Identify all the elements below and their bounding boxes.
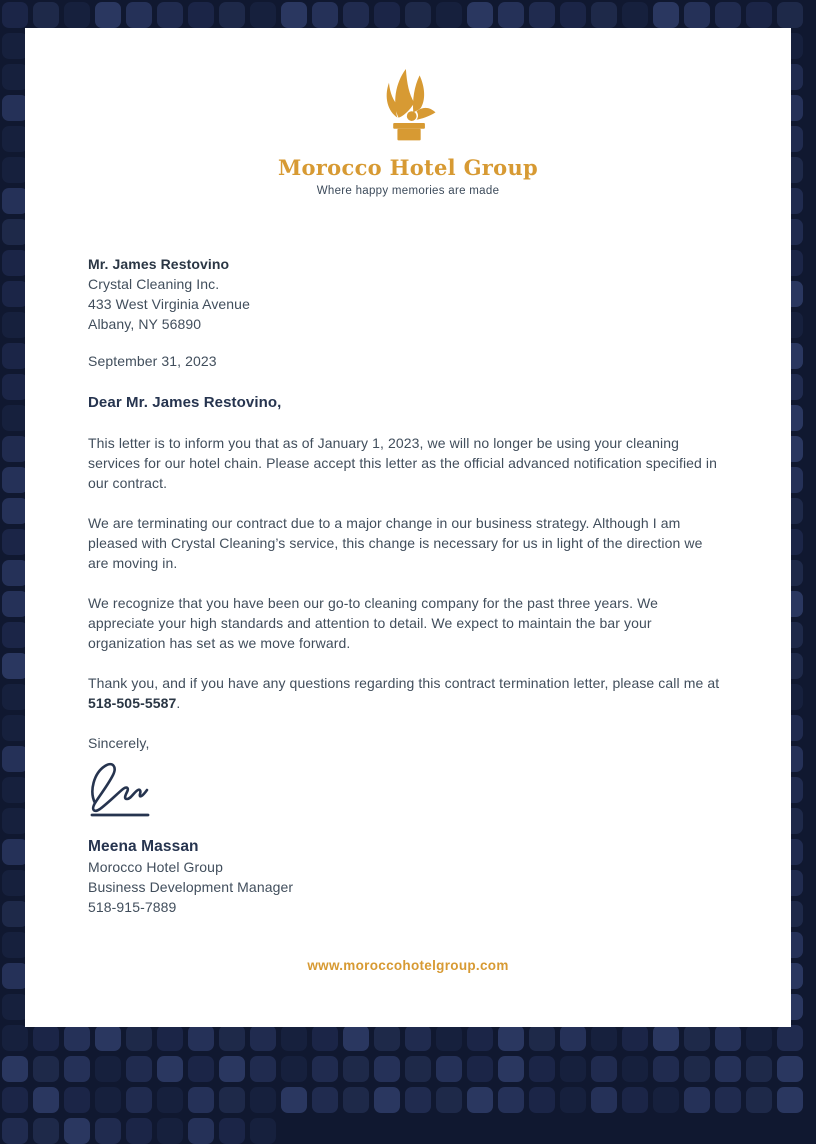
flame-bird-pedestal-icon	[25, 68, 791, 147]
background-tile	[684, 1025, 710, 1051]
company-tagline: Where happy memories are made	[316, 185, 500, 197]
signer-name: Meena Massan	[88, 838, 199, 855]
background-tile	[715, 2, 741, 28]
background-tile	[684, 2, 710, 28]
background-tile	[498, 2, 524, 28]
background-tile	[529, 1056, 555, 1082]
signer-title: Business Development Manager	[88, 879, 294, 895]
background-tile	[498, 1056, 524, 1082]
background-tile	[405, 1025, 431, 1051]
background-tile	[653, 1056, 679, 1082]
background-tile	[126, 1056, 152, 1082]
background-tile	[219, 1025, 245, 1051]
background-tile	[591, 1025, 617, 1051]
background-tile	[343, 1056, 369, 1082]
background-tile	[777, 1025, 803, 1051]
background-tile	[777, 2, 803, 28]
background-tile	[219, 1056, 245, 1082]
background-tile	[591, 1087, 617, 1113]
background-tile	[529, 1025, 555, 1051]
valediction: Sincerely,	[88, 735, 150, 751]
background-tile	[374, 2, 400, 28]
background-tile	[188, 2, 214, 28]
background-tile	[467, 1056, 493, 1082]
background-tile	[405, 1087, 431, 1113]
background-tile	[312, 2, 338, 28]
paragraph-3: We recognize that you have been our go-to cleaning company for the past three years. We appreciate your high standards and attention to detail. We expect to maintain the bar your organization has set as we move forward.	[88, 595, 659, 651]
background-tile	[436, 2, 462, 28]
background-tile	[529, 1087, 555, 1113]
background-tile	[746, 1056, 772, 1082]
background-tile	[219, 1118, 245, 1144]
paragraph-2: We are terminating our contract due to a major change in our business strategy. Although I am pleased with Crystal Cleaning’s service, this change is necessary for us in light of the direction we are moving in.	[88, 515, 703, 571]
salutation: Dear Mr. James Restovino,	[88, 394, 282, 411]
recipient-block	[88, 254, 721, 334]
background-tile	[312, 1087, 338, 1113]
background-tile	[715, 1087, 741, 1113]
background-tile	[281, 1087, 307, 1113]
background-tile	[126, 1025, 152, 1051]
letter-body	[25, 254, 791, 917]
background-tile	[436, 1087, 462, 1113]
background-tile	[777, 1087, 803, 1113]
background-tile	[281, 1056, 307, 1082]
background-tile	[436, 1025, 462, 1051]
background-tile	[2, 1056, 28, 1082]
paragraph-4-period: .	[176, 695, 181, 711]
background-tile	[653, 1087, 679, 1113]
letter-date: September 31, 2023	[88, 353, 217, 369]
background-tile	[746, 1087, 772, 1113]
background-tile	[157, 1025, 183, 1051]
background-tile	[33, 1025, 59, 1051]
letter-page	[25, 28, 791, 1027]
background-tile	[126, 1118, 152, 1144]
background-tile	[560, 1025, 586, 1051]
letter-footer	[25, 957, 791, 975]
background-tile	[2, 1025, 28, 1051]
background-tile	[64, 1056, 90, 1082]
background-tile	[33, 2, 59, 28]
background-tile	[188, 1087, 214, 1113]
background-tile	[157, 1118, 183, 1144]
background-tile	[95, 1087, 121, 1113]
background-tile	[622, 1056, 648, 1082]
background-tile	[622, 1087, 648, 1113]
background-tile	[715, 1056, 741, 1082]
background-tile	[250, 1025, 276, 1051]
background-tile	[343, 1025, 369, 1051]
background-tile	[715, 1025, 741, 1051]
background-tile	[529, 2, 555, 28]
background-tile	[64, 1118, 90, 1144]
signer-phone: 518-915-7889	[88, 899, 177, 915]
background-tile	[312, 1056, 338, 1082]
background-tile	[281, 1025, 307, 1051]
background-tile	[343, 2, 369, 28]
background-tile	[157, 1056, 183, 1082]
background-tile	[560, 1087, 586, 1113]
background-tile	[653, 1025, 679, 1051]
background-tile	[2, 1087, 28, 1113]
background-tile	[157, 2, 183, 28]
paragraph-1: This letter is to inform you that as of January 1, 2023, we will no longer be using your cleaning services for our hotel chain. Please accept this letter as the official advanced notification specified in our contract.	[88, 435, 718, 491]
recipient-address-line2: Albany, NY 56890	[88, 316, 202, 332]
background-tile	[64, 1025, 90, 1051]
background-tile	[188, 1025, 214, 1051]
background-tile	[622, 2, 648, 28]
background-tile	[498, 1087, 524, 1113]
background-tile	[157, 1087, 183, 1113]
background-tile	[95, 1056, 121, 1082]
paragraph-4-text: Thank you, and if you have any questions regarding this contract termination letter, please call me at	[88, 675, 720, 691]
background-tile	[746, 2, 772, 28]
signature-image	[88, 761, 721, 823]
background-tile	[560, 1056, 586, 1082]
background-tile	[188, 1118, 214, 1144]
background-tile	[250, 1056, 276, 1082]
background-tile	[95, 2, 121, 28]
background-tile	[312, 1025, 338, 1051]
signer-company: Morocco Hotel Group	[88, 859, 223, 875]
background-tile	[467, 1087, 493, 1113]
recipient-name: Mr. James Restovino	[88, 256, 230, 272]
recipient-company: Crystal Cleaning Inc.	[88, 276, 220, 292]
background-tile	[591, 2, 617, 28]
background-tile	[374, 1056, 400, 1082]
background-tile	[746, 1025, 772, 1051]
background-tile	[622, 1025, 648, 1051]
background-tile	[2, 2, 28, 28]
background-tile	[405, 2, 431, 28]
background-tile	[467, 1025, 493, 1051]
background-tile	[219, 1087, 245, 1113]
background-tile	[33, 1087, 59, 1113]
background-tile	[126, 1087, 152, 1113]
background-tile	[467, 2, 493, 28]
paragraph-4	[88, 673, 721, 713]
recipient-address-line1: 433 West Virginia Avenue	[88, 296, 250, 312]
company-name: Morocco Hotel Group	[277, 155, 539, 180]
website-link[interactable]: www.moroccohotelgroup.com	[307, 958, 509, 973]
background-tile	[95, 1025, 121, 1051]
background-tile	[95, 1118, 121, 1144]
background-tile	[188, 1056, 214, 1082]
background-tile	[2, 1118, 28, 1144]
background-tile	[64, 1087, 90, 1113]
background-tile	[591, 1056, 617, 1082]
background-tile	[653, 2, 679, 28]
contact-phone-number: 518-505-5587	[88, 695, 177, 711]
background-tile	[219, 2, 245, 28]
background-tile	[250, 1087, 276, 1113]
background-tile	[436, 1056, 462, 1082]
background-tile	[684, 1087, 710, 1113]
background-tile	[64, 2, 90, 28]
background-tile	[374, 1087, 400, 1113]
background-tile	[405, 1056, 431, 1082]
background-tile	[281, 2, 307, 28]
background-tile	[250, 2, 276, 28]
background-tile	[777, 1056, 803, 1082]
background-tile	[560, 2, 586, 28]
background-tile	[374, 1025, 400, 1051]
background-tile	[33, 1118, 59, 1144]
letterhead	[25, 28, 791, 197]
background-tile	[343, 1087, 369, 1113]
background-tile	[33, 1056, 59, 1082]
background-tile	[498, 1025, 524, 1051]
background-tile	[684, 1056, 710, 1082]
background-tile	[250, 1118, 276, 1144]
background-tile	[126, 2, 152, 28]
